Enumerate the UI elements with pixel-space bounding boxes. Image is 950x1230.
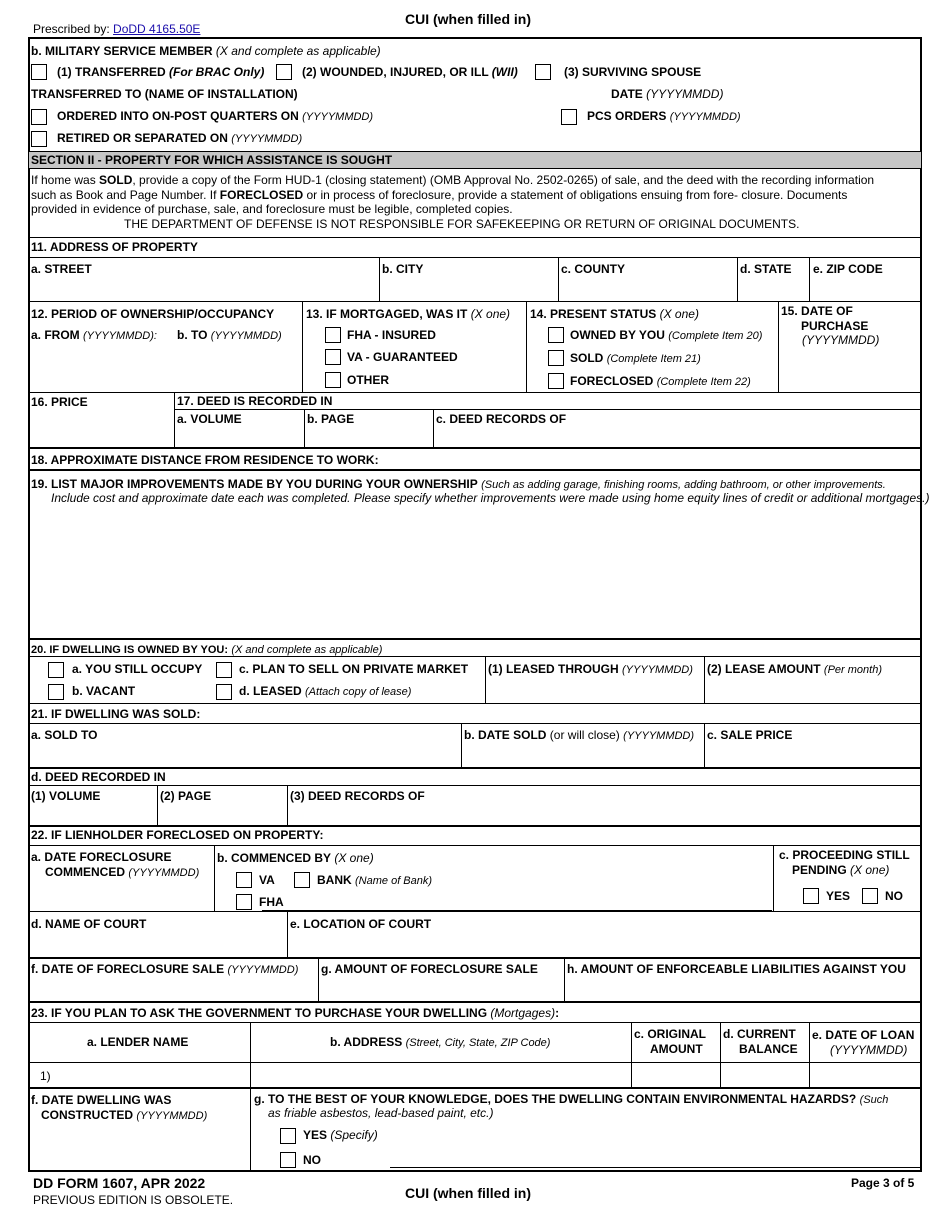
fha-insured-checkbox[interactable] [325,327,341,343]
obsolete-notice: PREVIOUS EDITION IS OBSOLETE. [33,1193,234,1207]
hazards-yes-checkbox[interactable] [280,1128,296,1144]
date-constructed-label2: CONSTRUCTED (YYYYMMDD) [41,1108,208,1122]
original-amount-label1: c. ORIGINAL [634,1027,707,1041]
other-mortgage-checkbox[interactable] [325,372,341,388]
other-mortgage-label: OTHER [347,373,389,387]
loan-date-label: e. DATE OF LOAN [812,1028,915,1042]
commenced-fha-label: FHA [259,895,284,909]
commenced-va-label: VA [259,873,275,887]
cui-banner-top: CUI (when filled in) [405,11,531,27]
sold-volume-label: (1) VOLUME [31,789,101,803]
env-hazards-label: g. TO THE BEST OF YOUR KNOWLEDGE, DOES THE DWELLING CONTAIN ENVIRONMENTAL HAZARDS? (Such [254,1092,889,1106]
sold-deed-records-label: (3) DEED RECORDS OF [290,789,425,803]
deed-volume-label: a. VOLUME [177,412,242,426]
fha-insured-label: FHA - INSURED [347,328,436,342]
transfer-date-label: DATE (YYYYMMDD) [611,87,724,101]
foreclosure-date-label1: a. DATE FORECLOSURE [31,850,172,864]
item13-title: 13. IF MORTGAGED, WAS IT (X one) [306,307,511,321]
commenced-fha-checkbox[interactable] [236,894,252,910]
commenced-by-label: b. COMMENCED BY (X one) [217,851,374,865]
plan-to-sell-label: c. PLAN TO SELL ON PRIVATE MARKET [239,662,469,676]
foreclosure-sale-amount-label: g. AMOUNT OF FORECLOSURE SALE [321,962,538,976]
lender-address-label: b. ADDRESS (Street, City, State, ZIP Code) [330,1035,551,1049]
env-hazards-note: as friable asbestos, lead-based paint, etc.) [268,1106,494,1120]
street-label: a. STREET [31,262,92,276]
transferred-checkbox[interactable] [31,64,47,80]
foreclosure-date-label2: COMMENCED (YYYYMMDD) [45,865,200,879]
leased-label: d. LEASED (Attach copy of lease) [239,684,412,698]
lease-amount-label: (2) LEASE AMOUNT (Per month) [707,662,882,676]
item22-title: 22. IF LIENHOLDER FORECLOSED ON PROPERTY: [31,828,324,842]
zip-label: e. ZIP CODE [813,262,883,276]
item20-title: 20. IF DWELLING IS OWNED BY YOU: (X and complete as applicable) [31,644,383,656]
cui-banner-bottom: CUI (when filled in) [405,1185,531,1201]
section-ii-instructions: If home was SOLD, provide a copy of the Form HUD-1 (closing statement) (OMB Approval No. 2502-0265) of sale, and the deed with the recording information such as Book and Page Number. If FORECLOSED or in process of foreclosure, provide a statement of obligations ensuing from fore- closure. Documents provided in evidence of purchase, sale, and foreclosure must be legible, completed copies. THE DEPARTMENT OF DEFENSE IS NOT RESPONSIBLE FOR SAFEKEEPING OR RETURN OF ORIGINAL DOCUMENTS. [31,173,875,231]
commenced-bank-label: BANK (Name of Bank) [317,873,433,887]
item19-title: 19. LIST MAJOR IMPROVEMENTS MADE BY YOU DURING YOUR OWNERSHIP (Such as adding garage, finishing rooms, adding bathroom, or other improvements. [31,477,886,491]
form-number: DD FORM 1607, APR 2022 [33,1175,206,1191]
item11-title: 11. ADDRESS OF PROPERTY [31,240,198,254]
proceeding-pending-label1: c. PROCEEDING STILL [779,848,910,862]
price-label: 16. PRICE [31,395,88,409]
item21-title: 21. IF DWELLING WAS SOLD: [31,707,201,721]
court-location-label: e. LOCATION OF COURT [290,917,432,931]
pending-yes-label: YES [826,889,851,903]
original-amount-label2: AMOUNT [650,1042,703,1056]
item18-title: 18. APPROXIMATE DISTANCE FROM RESIDENCE TO WORK: [31,453,379,467]
pending-no-checkbox[interactable] [862,888,878,904]
deed-records-label: c. DEED RECORDS OF [436,412,567,426]
proceeding-pending-label2: PENDING (X one) [792,863,890,877]
item17-title: 17. DEED IS RECORDED IN [177,394,333,408]
sold-status-label: SOLD (Complete Item 21) [570,351,701,365]
owned-by-you-checkbox[interactable] [548,327,564,343]
lender-name-label: a. LENDER NAME [87,1035,189,1049]
retired-checkbox[interactable] [31,131,47,147]
wii-label: (2) WOUNDED, INJURED, OR ILL (WII) [302,65,518,79]
ordered-checkbox[interactable] [31,109,47,125]
foreclosed-status-checkbox[interactable] [548,373,564,389]
still-occupy-checkbox[interactable] [48,662,64,678]
county-label: c. COUNTY [561,262,626,276]
item19-note: Include cost and approximate date each was completed. Please specify whether improvements were made using home equity lines of credit or additional mortgages.) [51,491,930,505]
enforceable-liabilities-label: h. AMOUNT OF ENFORCEABLE LIABILITIES AGAINST YOU [567,962,906,976]
item14-title: 14. PRESENT STATUS (X one) [530,307,699,321]
plan-to-sell-checkbox[interactable] [216,662,232,678]
deed-recorded-in-label: d. DEED RECORDED IN [31,770,166,784]
pending-yes-checkbox[interactable] [803,888,819,904]
pcs-orders-label: PCS ORDERS (YYYYMMDD) [587,109,741,123]
lender-row-1: 1) [40,1069,51,1083]
hazards-no-checkbox[interactable] [280,1152,296,1168]
foreclosure-sale-date-label: f. DATE OF FORECLOSURE SALE (YYYYMMDD) [31,962,299,976]
leased-through-label: (1) LEASED THROUGH (YYYYMMDD) [488,662,693,676]
hazards-yes-label: YES (Specify) [303,1128,378,1142]
city-label: b. CITY [382,262,424,276]
va-guaranteed-checkbox[interactable] [325,349,341,365]
state-label: d. STATE [740,262,792,276]
owned-by-you-label: OWNED BY YOU (Complete Item 20) [570,328,763,342]
item12-title: 12. PERIOD OF OWNERSHIP/OCCUPANCY [31,307,275,321]
prescribed-by: Prescribed by: DoDD 4165.50E [33,22,201,36]
commenced-bank-checkbox[interactable] [294,872,310,888]
vacant-label: b. VACANT [72,684,136,698]
court-name-label: d. NAME OF COURT [31,917,147,931]
pcs-orders-checkbox[interactable] [561,109,577,125]
ordered-label: ORDERED INTO ON-POST QUARTERS ON (YYYYMMDD) [57,109,374,123]
directive-link[interactable]: DoDD 4165.50E [113,22,201,36]
current-balance-label1: d. CURRENT [723,1027,796,1041]
wii-checkbox[interactable] [276,64,292,80]
transferred-label: (1) TRANSFERRED (For BRAC Only) [57,65,265,79]
vacant-checkbox[interactable] [48,684,64,700]
retired-label: RETIRED OR SEPARATED ON (YYYYMMDD) [57,131,303,145]
leased-checkbox[interactable] [216,684,232,700]
surviving-spouse-checkbox[interactable] [535,64,551,80]
military-member-title: b. MILITARY SERVICE MEMBER (X and complete as applicable) [31,44,381,58]
to-label: b. TO (YYYYMMDD) [177,328,282,342]
deed-page-label: b. PAGE [307,412,355,426]
sold-page-label: (2) PAGE [160,789,212,803]
section-ii-title: SECTION II - PROPERTY FOR WHICH ASSISTANCE IS SOUGHT [31,153,393,167]
transferred-to-label: TRANSFERRED TO (NAME OF INSTALLATION) [31,87,298,101]
current-balance-label2: BALANCE [739,1042,798,1056]
item15-line2: PURCHASE [801,319,869,333]
from-label: a. FROM (YYYYMMDD): [31,328,157,342]
still-occupy-label: a. YOU STILL OCCUPY [72,662,203,676]
hazards-no-label: NO [303,1153,321,1167]
pending-no-label: NO [885,889,903,903]
surviving-spouse-label: (3) SURVIVING SPOUSE [564,65,702,79]
loan-date-fmt: (YYYYMMDD) [830,1043,908,1057]
item15-line1: 15. DATE OF [781,304,853,318]
sold-to-label: a. SOLD TO [31,728,98,742]
sale-price-label: c. SALE PRICE [707,728,793,742]
sold-status-checkbox[interactable] [548,350,564,366]
item15-fmt: (YYYYMMDD) [802,333,880,347]
improvements-area[interactable] [31,510,919,636]
date-sold-label: b. DATE SOLD (or will close) (YYYYMMDD) [464,728,695,742]
va-guaranteed-label: VA - GUARANTEED [347,350,458,364]
commenced-va-checkbox[interactable] [236,872,252,888]
item23-title: 23. IF YOU PLAN TO ASK THE GOVERNMENT TO PURCHASE YOUR DWELLING (Mortgages): [31,1006,560,1020]
foreclosed-status-label: FORECLOSED (Complete Item 22) [570,374,751,388]
page-number: Page 3 of 5 [851,1176,915,1190]
date-constructed-label1: f. DATE DWELLING WAS [31,1093,172,1107]
